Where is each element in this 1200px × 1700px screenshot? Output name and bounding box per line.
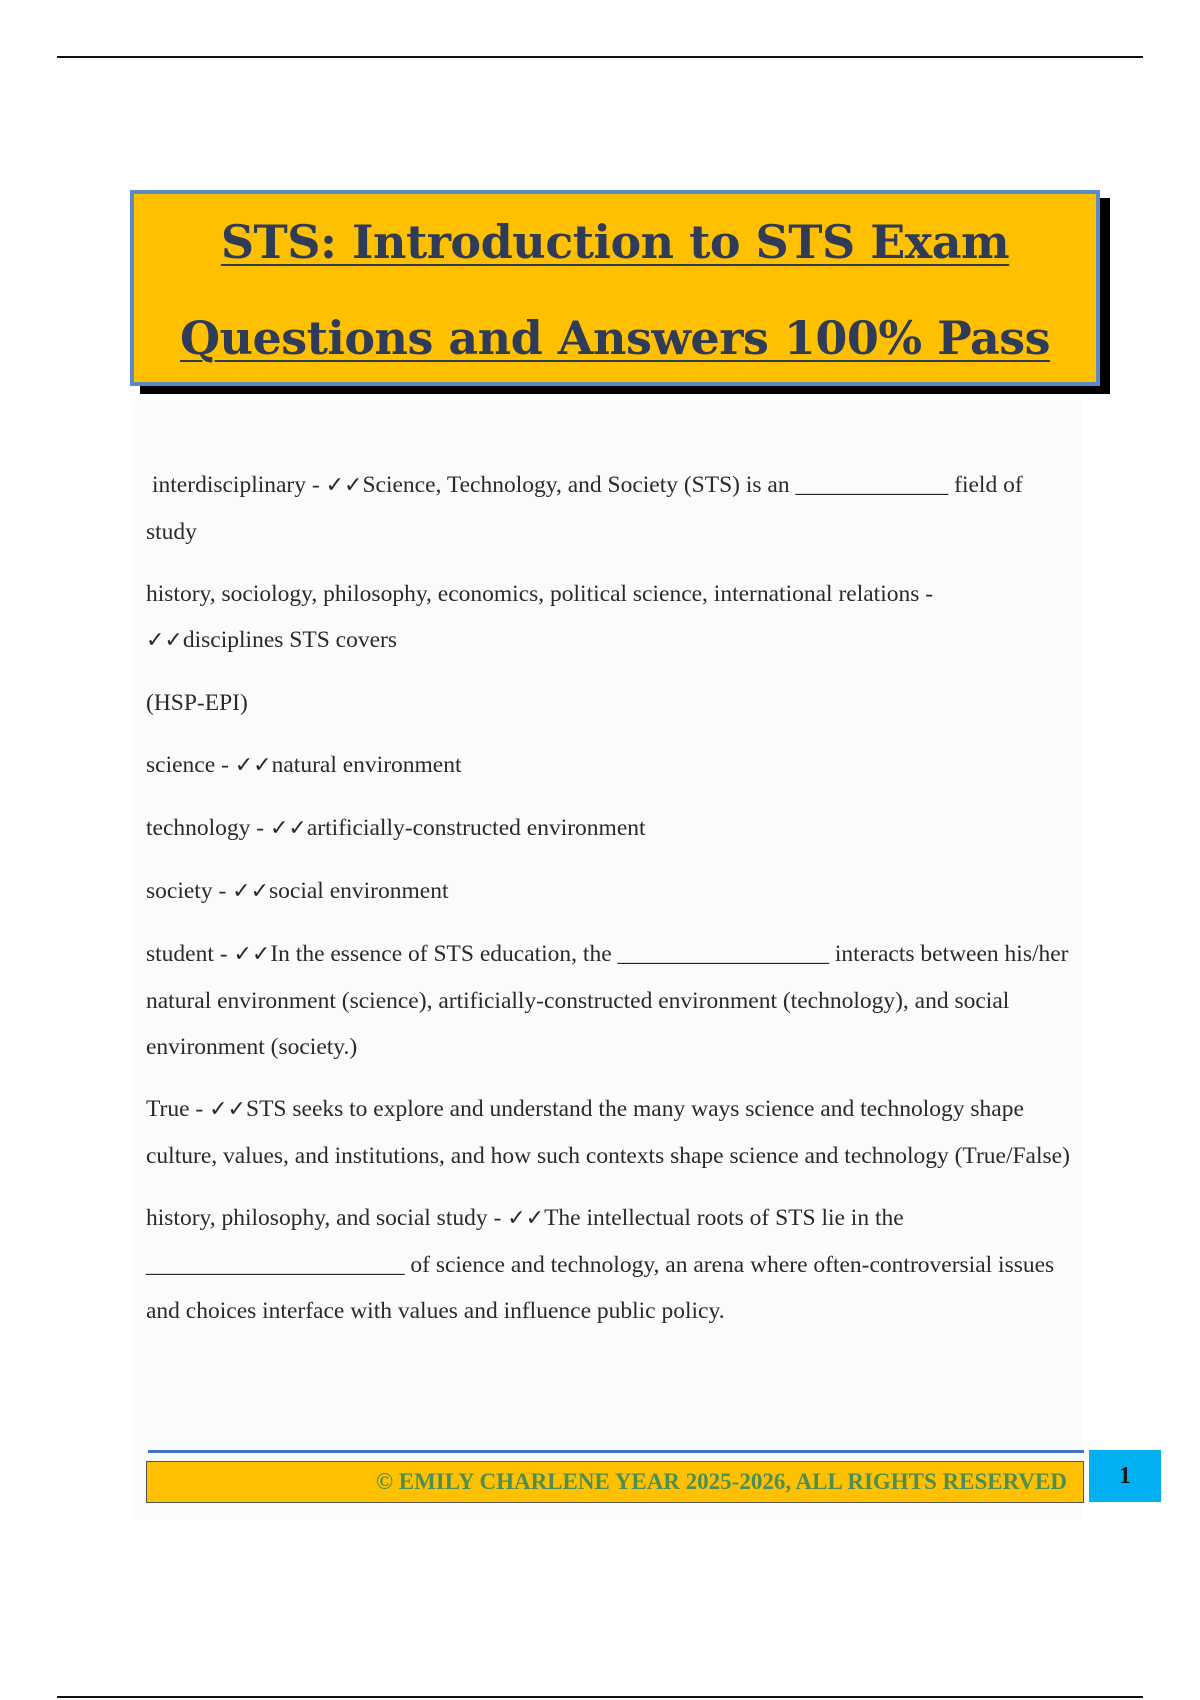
answer-term: technology - (146, 815, 270, 841)
qa-entry (146, 571, 1076, 664)
double-check-icon: ✓✓ (325, 473, 363, 498)
question-text: The intellectual roots of STS lie in the (544, 1205, 904, 1231)
bottom-rule (57, 1696, 1143, 1698)
double-check-icon: ✓✓ (146, 628, 183, 653)
question-text-continued: of science and technology, an arena where often-controversial issues and choices interface with values and influence public policy. (146, 1252, 1055, 1324)
qa-list (146, 462, 1076, 1350)
fill-in-blank: ______________________ (146, 1252, 405, 1278)
fill-in-blank: __________________ (617, 941, 830, 967)
answer-term: student - (146, 941, 234, 967)
answer-term: science - (146, 752, 235, 778)
double-check-icon: ✓✓ (209, 1097, 246, 1122)
fill-in-blank: _____________ (795, 472, 949, 498)
double-check-icon: ✓✓ (270, 816, 307, 841)
question-text: STS seeks to explore and understand the many ways science and technology shape culture, values, and institutions, and how such contexts shape science and technology (True/False) (146, 1096, 1070, 1169)
document-title-line-2: Questions and Answers 100% Pass (179, 311, 1051, 365)
qa-entry (146, 742, 1076, 789)
footer-rule (148, 1450, 1084, 1453)
question-text: natural environment (271, 752, 462, 778)
footer-copyright: © EMILY CHARLENE YEAR 2025-2026, ALL RIGHTS RESERVED (146, 1461, 1084, 1503)
double-check-icon: ✓✓ (234, 753, 272, 778)
question-text: In the essence of STS education, the (270, 941, 618, 967)
page-number: 1 (1089, 1450, 1161, 1502)
answer-term: history, philosophy, and social study - (146, 1205, 508, 1231)
document-title-line-1: STS: Introduction to STS Exam (220, 215, 1010, 269)
double-check-icon: ✓✓ (232, 879, 270, 904)
title-box (130, 190, 1100, 386)
qa-entry (146, 462, 1076, 555)
qa-entry (146, 931, 1076, 1070)
question-text: Science, Technology, and Society (STS) is an (362, 472, 796, 498)
answer-term: interdisciplinary - (152, 472, 326, 498)
question-text-continued: field of study (146, 472, 1023, 545)
mnemonic-note (146, 680, 1076, 726)
question-text: artificially-constructed environment (306, 815, 646, 841)
answer-term: True - (146, 1096, 210, 1122)
qa-entry (146, 1195, 1076, 1334)
double-check-icon: ✓✓ (233, 942, 271, 967)
qa-entry (146, 1086, 1076, 1179)
double-check-icon: ✓✓ (507, 1206, 545, 1231)
top-rule (57, 56, 1143, 58)
answer-term: society - (146, 878, 233, 904)
question-text-continued: interacts between his/her natural environment (science), artificially-constructed environment (technology), and social environment (society.) (146, 941, 1069, 1060)
note-text: (HSP-EPI) (146, 690, 248, 716)
answer-term: history, sociology, philosophy, economics, political science, international relations - (146, 581, 934, 607)
question-text: disciplines STS covers (182, 627, 397, 653)
qa-entry (146, 868, 1076, 915)
question-text: social environment (269, 878, 449, 904)
qa-entry (146, 805, 1076, 852)
